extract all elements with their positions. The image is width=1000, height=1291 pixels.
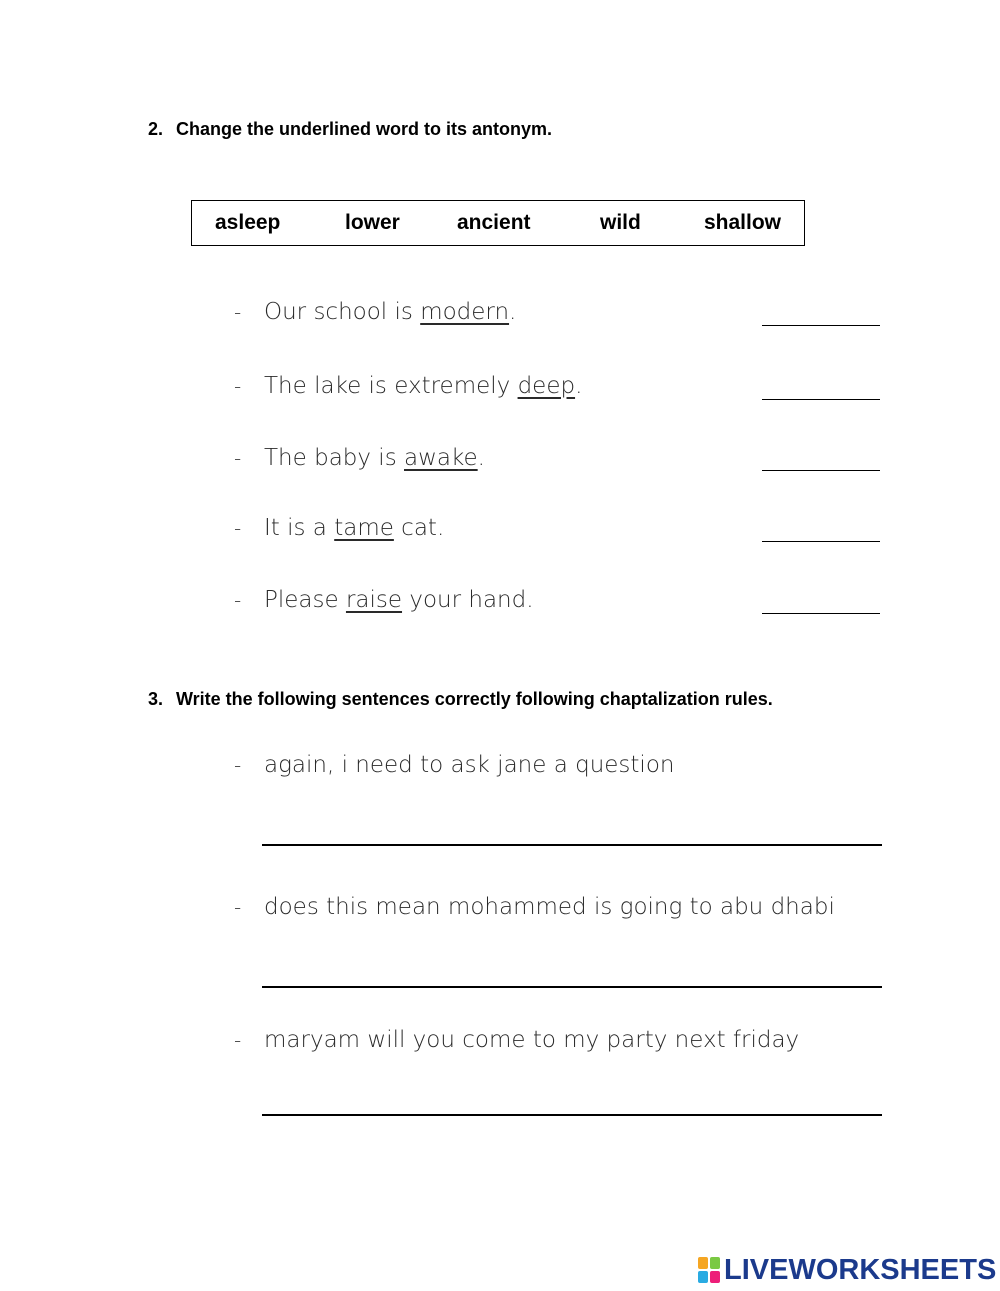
- sentence-text: Our school is: [264, 299, 421, 325]
- answer-line[interactable]: [262, 1114, 882, 1116]
- list-dash: -: [234, 588, 242, 612]
- word-bank-item: ancient: [457, 211, 531, 234]
- sentence-text: .: [477, 445, 485, 471]
- answer-line[interactable]: [262, 844, 882, 846]
- underlined-word: deep: [517, 373, 576, 399]
- word-bank-item: lower: [345, 211, 400, 234]
- antonym-item: [234, 515, 444, 541]
- sentence-text: It is a: [264, 515, 335, 541]
- list-dash: -: [234, 895, 242, 919]
- question-instruction: Change the underlined word to its antonym.: [176, 119, 553, 139]
- list-dash: -: [234, 300, 242, 324]
- sentence-text: again, i need to ask jane a question: [264, 752, 675, 778]
- word-bank-item: shallow: [704, 211, 782, 234]
- sentence-text: Please: [264, 587, 346, 613]
- list-dash: -: [234, 374, 242, 398]
- answer-blank[interactable]: [762, 399, 880, 400]
- sentence-text: The lake is extremely: [264, 373, 518, 399]
- sentence-text: your hand.: [402, 587, 534, 613]
- capitalization-item: [234, 894, 835, 920]
- word-bank-item: asleep: [215, 211, 281, 234]
- question-3-heading: [148, 689, 773, 710]
- capitalization-item: [234, 1027, 799, 1053]
- list-dash: -: [234, 446, 242, 470]
- underlined-word: awake: [404, 445, 478, 471]
- sentence-text: maryam will you come to my party next friday: [264, 1027, 800, 1053]
- question-instruction: Write the following sentences correctly following chaptalization rules.: [176, 689, 773, 709]
- word-bank: [191, 200, 805, 246]
- capitalization-item: [234, 752, 674, 778]
- antonym-item: [234, 299, 516, 325]
- liveworksheets-logo: [698, 1253, 997, 1286]
- sentence-text: does this mean mohammed is going to abu dhabi: [264, 894, 835, 920]
- sentence-text: .: [575, 373, 583, 399]
- list-dash: -: [234, 516, 242, 540]
- answer-blank[interactable]: [762, 470, 880, 471]
- logo-blocks-icon: [698, 1257, 720, 1283]
- underlined-word: modern: [420, 299, 510, 325]
- sentence-text: cat.: [393, 515, 445, 541]
- logo-text: LIVEWORKSHEETS: [724, 1253, 997, 1286]
- underlined-word: tame: [334, 515, 394, 541]
- answer-line[interactable]: [262, 986, 882, 988]
- list-dash: -: [234, 1028, 242, 1052]
- question-2-heading: [148, 119, 552, 140]
- underlined-word: raise: [345, 587, 403, 613]
- question-number: 3.: [148, 689, 164, 709]
- answer-blank[interactable]: [762, 613, 880, 614]
- answer-blank[interactable]: [762, 541, 880, 542]
- question-number: 2.: [148, 119, 164, 139]
- list-dash: -: [234, 753, 242, 777]
- answer-blank[interactable]: [762, 325, 880, 326]
- sentence-text: The baby is: [264, 445, 404, 471]
- antonym-item: [234, 587, 534, 613]
- sentence-text: .: [509, 299, 517, 325]
- word-bank-item: wild: [600, 211, 641, 234]
- antonym-item: [234, 373, 582, 399]
- antonym-item: [234, 445, 485, 471]
